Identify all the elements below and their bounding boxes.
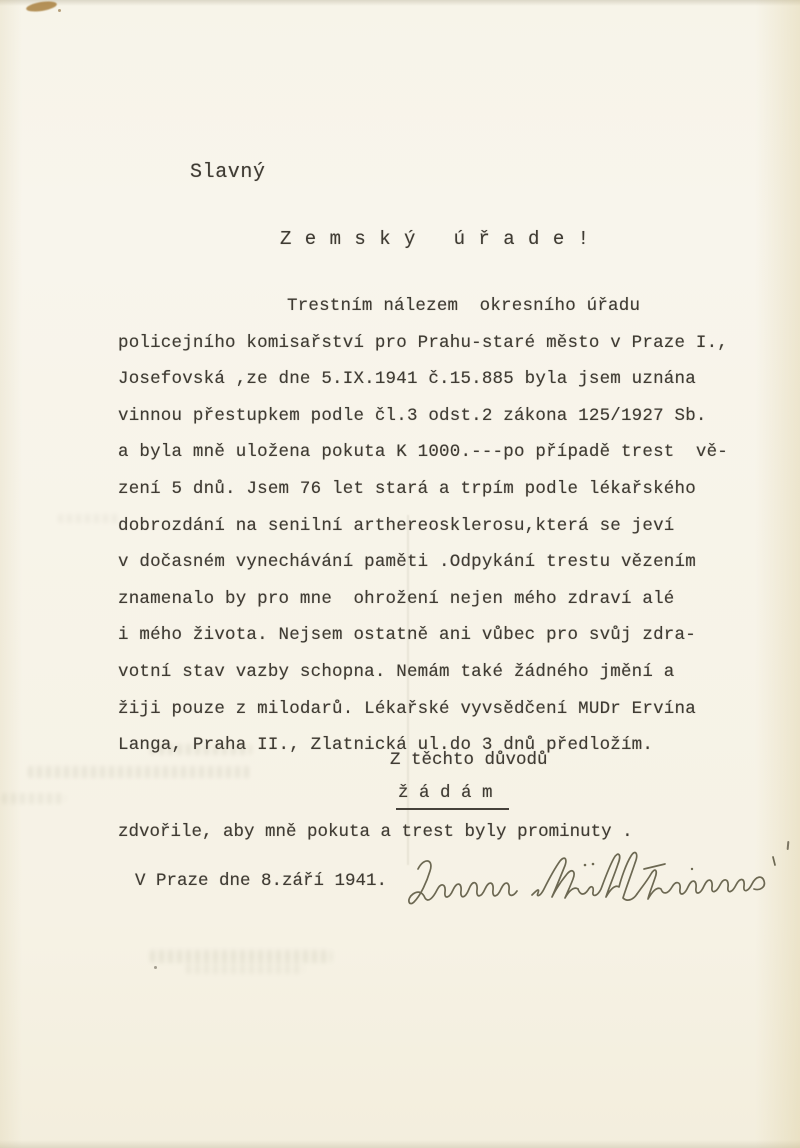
letter-body	[118, 288, 758, 764]
salutation-line-2: Z e m s k ý ú ř a d e !	[280, 228, 591, 250]
body-line: dobrozdání na senilní arthereosklerosu,která se jeví	[118, 515, 675, 536]
ink-smudge-dot	[58, 9, 61, 12]
ink-smudge	[25, 0, 57, 13]
request-word-wrap	[396, 783, 509, 810]
ghost-text-smudge	[58, 514, 120, 523]
reason-line: Z těchto důvodů	[390, 750, 548, 770]
signature-strokes	[392, 841, 796, 925]
body-line: Josefovská ,ze dne 5.IX.1941 č.15.885 byla jsem uznána	[118, 369, 696, 390]
salutation-line-1: Slavný	[190, 161, 266, 184]
ghost-text-smudge	[28, 766, 250, 778]
body-line: a byla mně uložena pokuta K 1000.---po případě trest vě-	[118, 442, 728, 463]
signature-handwriting	[392, 841, 796, 925]
body-line: znamenalo by pro mne ohrožení nejen mého zdraví alé	[118, 588, 675, 609]
paper-speck	[154, 966, 157, 969]
body-line: v dočasném vynechávání paměti .Odpykání trestu vězením	[118, 552, 696, 573]
body-line: Trestním nálezem okresního úřadu	[287, 296, 641, 316]
body-line: vinnou přestupkem podle čl.3 odst.2 zákona 125/1927 Sb.	[118, 405, 707, 426]
body-line: zení 5 dnů. Jsem 76 let stará a trpím podle lékařského	[118, 478, 696, 499]
request-word-underlined: ž á d á m	[396, 783, 509, 810]
body-line: i mého života. Nejsem ostatně ani vůbec pro svůj zdra-	[118, 625, 696, 646]
body-line: žiji pouze z milodarů. Lékařské vyvsědčení MUDr Ervína	[118, 698, 696, 719]
date-place-line: V Praze dne 8.září 1941.	[135, 871, 388, 891]
request-line: zdvořile, aby mně pokuta a trest byly prominuty .	[118, 822, 633, 842]
ghost-text-smudge	[186, 964, 304, 974]
body-line: Langa, Praha II., Zlatnická ul.do 3 dnů předložím.	[118, 735, 654, 756]
body-line: votní stav vazby schopna. Nemám také žádného jmění a	[118, 661, 675, 682]
ghost-text-smudge	[2, 793, 66, 804]
body-line: policejního komisařství pro Prahu-staré město v Praze I.,	[118, 332, 728, 353]
ghost-text-smudge	[150, 950, 332, 963]
